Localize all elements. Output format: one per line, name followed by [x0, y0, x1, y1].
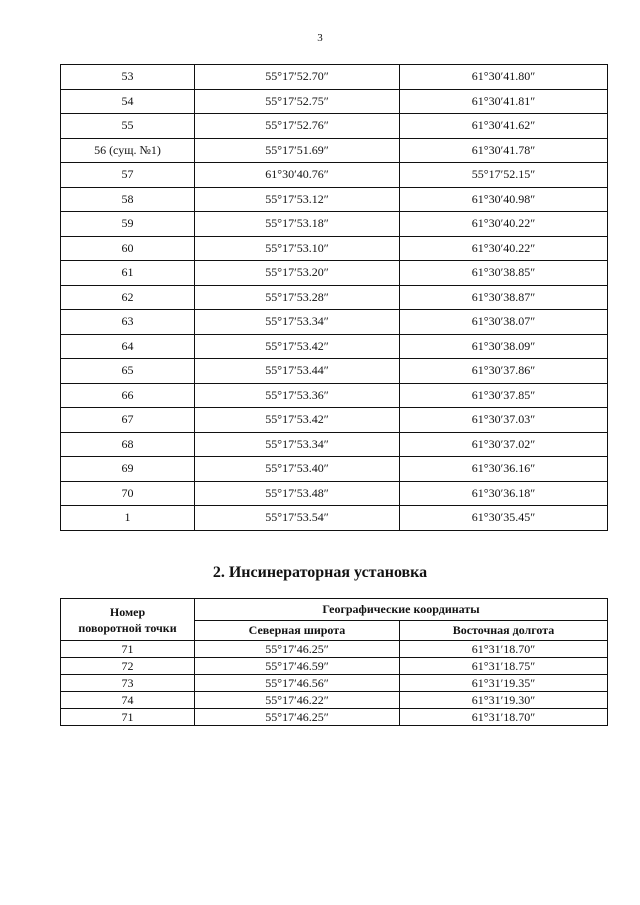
cell-longitude: 61°30′41.80″ [400, 65, 608, 90]
cell-point-number: 61 [61, 261, 195, 286]
cell-latitude: 55°17′53.34″ [195, 310, 400, 335]
cell-longitude: 61°31′18.70″ [400, 709, 608, 726]
cell-longitude: 61°30′40.98″ [400, 187, 608, 212]
cell-latitude: 55°17′46.59″ [195, 658, 400, 675]
table-row [61, 675, 608, 692]
cell-latitude: 55°17′46.56″ [195, 675, 400, 692]
cell-latitude: 55°17′53.20″ [195, 261, 400, 286]
cell-longitude: 61°30′37.03″ [400, 408, 608, 433]
cell-point-number: 72 [61, 658, 195, 675]
cell-longitude: 61°30′35.45″ [400, 506, 608, 531]
cell-longitude: 61°30′41.78″ [400, 138, 608, 163]
table-row [61, 709, 608, 726]
table-row [61, 383, 608, 408]
cell-point-number: 68 [61, 432, 195, 457]
table-row [61, 236, 608, 261]
cell-point-number: 59 [61, 212, 195, 237]
cell-latitude: 55°17′53.40″ [195, 457, 400, 482]
cell-latitude: 55°17′53.34″ [195, 432, 400, 457]
table-row [61, 334, 608, 359]
cell-latitude: 55°17′46.25″ [195, 709, 400, 726]
cell-longitude: 61°30′41.62″ [400, 114, 608, 139]
coordinates-table-2-header [61, 599, 608, 641]
header-east-longitude: Восточная долгота [400, 621, 608, 641]
cell-point-number: 74 [61, 692, 195, 709]
section-title-incinerator: 2. Инсинераторная установка [212, 564, 428, 581]
cell-point-number: 56 (сущ. №1) [61, 138, 195, 163]
cell-point-number: 69 [61, 457, 195, 482]
table-row [61, 310, 608, 335]
cell-longitude: 61°30′38.87″ [400, 285, 608, 310]
cell-longitude: 61°30′38.07″ [400, 310, 608, 335]
cell-latitude: 61°30′40.76″ [195, 163, 400, 188]
table-row [61, 65, 608, 90]
table-row [61, 261, 608, 286]
table-row [61, 408, 608, 433]
cell-latitude: 55°17′52.75″ [195, 89, 400, 114]
cell-point-number: 73 [61, 675, 195, 692]
table-row [61, 432, 608, 457]
table-row [61, 641, 608, 658]
cell-longitude: 61°30′37.86″ [400, 359, 608, 384]
cell-point-number: 58 [61, 187, 195, 212]
cell-longitude: 61°30′37.85″ [400, 383, 608, 408]
cell-point-number: 71 [61, 641, 195, 658]
cell-latitude: 55°17′52.70″ [195, 65, 400, 90]
table-row [61, 114, 608, 139]
table-row [61, 285, 608, 310]
cell-longitude: 61°30′37.02″ [400, 432, 608, 457]
cell-latitude: 55°17′53.18″ [195, 212, 400, 237]
cell-latitude: 55°17′53.48″ [195, 481, 400, 506]
table-row [61, 163, 608, 188]
cell-point-number: 70 [61, 481, 195, 506]
coordinates-table-1-body [61, 65, 608, 531]
cell-latitude: 55°17′46.25″ [195, 641, 400, 658]
table-row [61, 89, 608, 114]
cell-point-number: 67 [61, 408, 195, 433]
cell-longitude: 61°31′19.35″ [400, 675, 608, 692]
cell-longitude: 61°31′18.70″ [400, 641, 608, 658]
table-row [61, 481, 608, 506]
cell-point-number: 62 [61, 285, 195, 310]
cell-point-number: 64 [61, 334, 195, 359]
coordinates-table-1 [60, 64, 608, 531]
header-geo-coordinates: Географические координаты [195, 599, 608, 621]
cell-point-number: 66 [61, 383, 195, 408]
cell-latitude: 55°17′46.22″ [195, 692, 400, 709]
table-row [61, 692, 608, 709]
cell-point-number: 63 [61, 310, 195, 335]
cell-longitude: 61°31′19.30″ [400, 692, 608, 709]
cell-longitude: 61°31′18.75″ [400, 658, 608, 675]
cell-latitude: 55°17′53.36″ [195, 383, 400, 408]
cell-point-number: 65 [61, 359, 195, 384]
header-point-number [61, 599, 195, 641]
header-north-latitude: Северная широта [195, 621, 400, 641]
table-row [61, 658, 608, 675]
table-row [61, 359, 608, 384]
cell-longitude: 61°30′40.22″ [400, 236, 608, 261]
cell-point-number: 1 [61, 506, 195, 531]
cell-latitude: 55°17′53.10″ [195, 236, 400, 261]
header-point-number-line2: поворотной точки [78, 620, 177, 635]
cell-point-number: 60 [61, 236, 195, 261]
cell-longitude: 61°30′36.16″ [400, 457, 608, 482]
table-row [61, 212, 608, 237]
cell-latitude: 55°17′53.44″ [195, 359, 400, 384]
cell-point-number: 55 [61, 114, 195, 139]
cell-point-number: 53 [61, 65, 195, 90]
cell-longitude: 55°17′52.15″ [400, 163, 608, 188]
cell-latitude: 55°17′53.54″ [195, 506, 400, 531]
cell-latitude: 55°17′51.69″ [195, 138, 400, 163]
table-row [61, 138, 608, 163]
cell-latitude: 55°17′52.76″ [195, 114, 400, 139]
page-number: 3 [317, 32, 323, 44]
cell-latitude: 55°17′53.28″ [195, 285, 400, 310]
coordinates-table-2 [60, 598, 608, 726]
cell-longitude: 61°30′36.18″ [400, 481, 608, 506]
cell-point-number: 71 [61, 709, 195, 726]
coordinates-table-2-body [61, 641, 608, 726]
header-point-number-line1: Номер [109, 604, 146, 619]
table-row [61, 506, 608, 531]
cell-point-number: 54 [61, 89, 195, 114]
cell-longitude: 61°30′38.09″ [400, 334, 608, 359]
cell-latitude: 55°17′53.42″ [195, 334, 400, 359]
cell-latitude: 55°17′53.42″ [195, 408, 400, 433]
cell-longitude: 61°30′41.81″ [400, 89, 608, 114]
cell-point-number: 57 [61, 163, 195, 188]
table-row [61, 187, 608, 212]
cell-latitude: 55°17′53.12″ [195, 187, 400, 212]
cell-longitude: 61°30′40.22″ [400, 212, 608, 237]
cell-longitude: 61°30′38.85″ [400, 261, 608, 286]
table-row [61, 457, 608, 482]
